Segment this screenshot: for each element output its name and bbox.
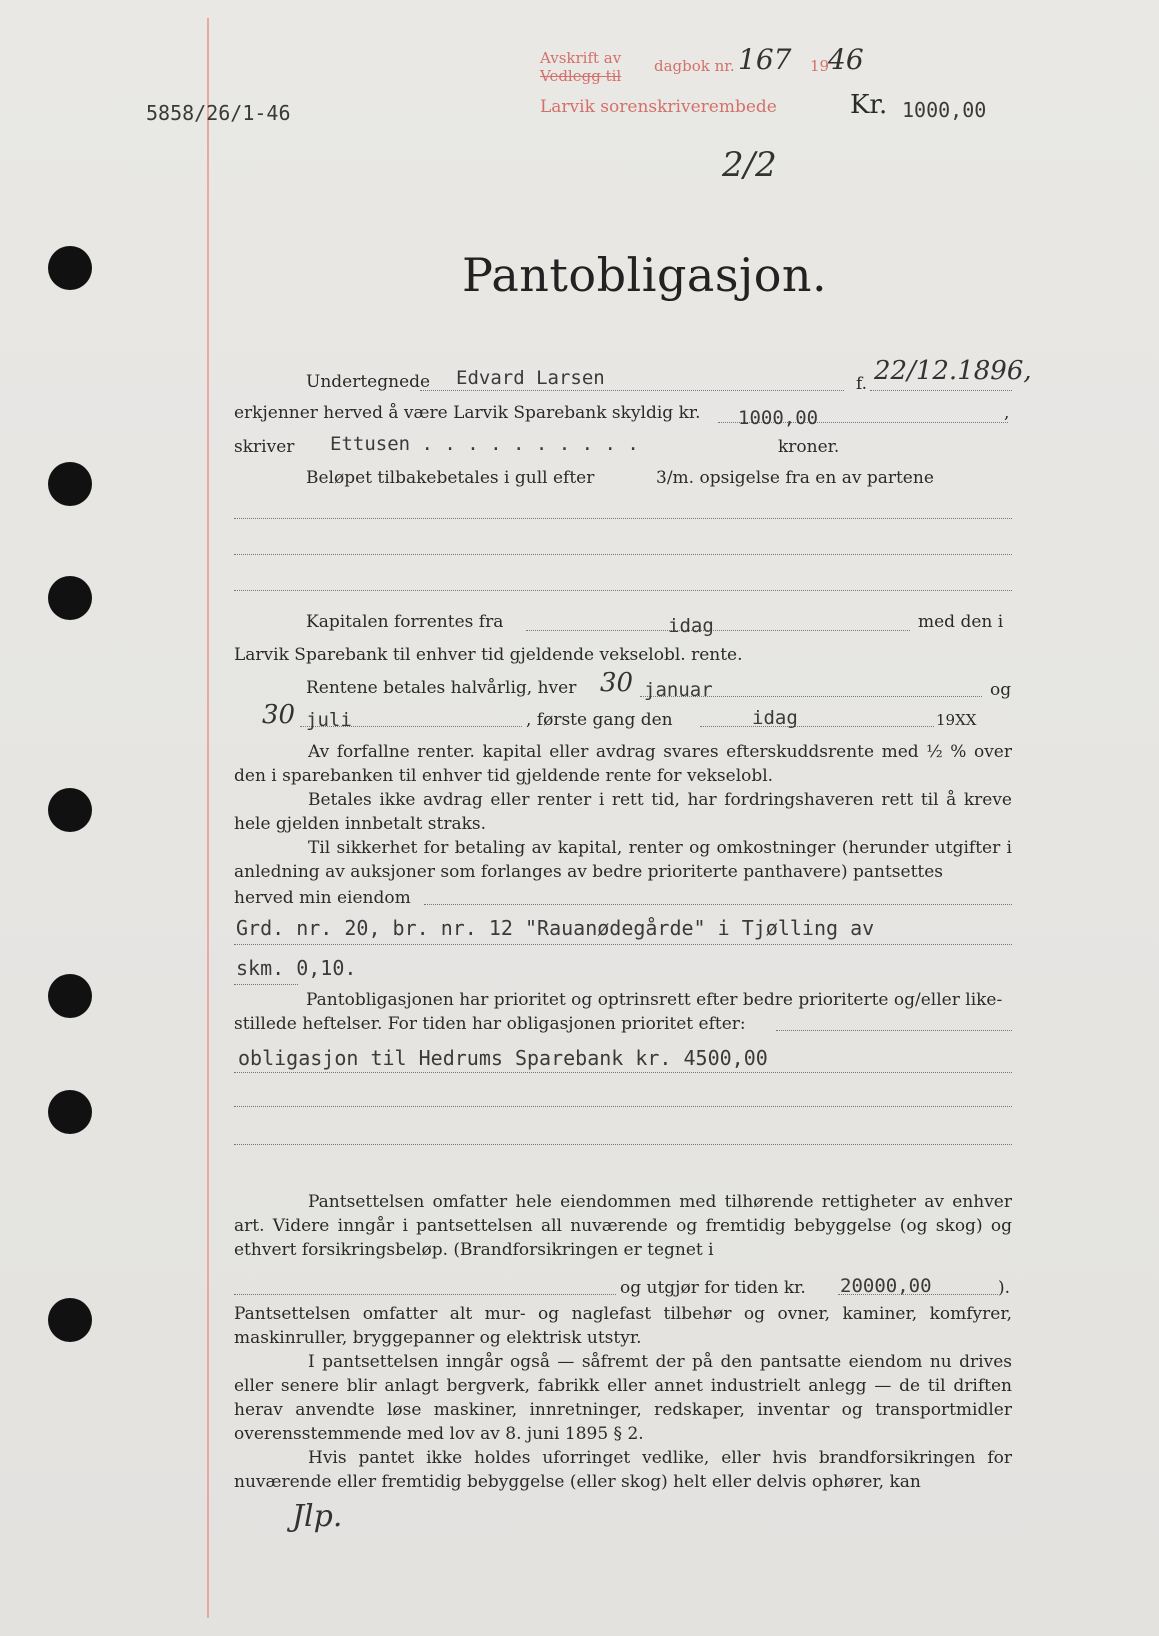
interest-from-value: idag xyxy=(668,615,714,637)
kroner-label: kroner. xyxy=(778,437,840,457)
stamp-avskrift: Avskrift av xyxy=(540,49,622,67)
kr-amount: 1000,00 xyxy=(902,98,987,122)
halfyear-month2: juli xyxy=(306,709,352,731)
priority-text: Pantobligasjonen har prioritet og optrinsrett efter bedre prioriterte og/eller like- xyxy=(306,990,1003,1010)
interest-from-tail: med den i xyxy=(918,612,1004,632)
fill-line xyxy=(234,1072,1012,1073)
fill-line xyxy=(870,390,1012,391)
undertegnede-label: Undertegnede xyxy=(306,372,431,392)
fill-line xyxy=(420,390,844,391)
property-line2: skm. 0,10. xyxy=(236,956,357,980)
repay-terms: 3/m. opsigelse fra en av partene xyxy=(656,468,934,488)
fill-line xyxy=(234,518,1012,519)
year-suffix: 46 xyxy=(828,43,864,76)
document-title: Pantobligasjon. xyxy=(462,248,828,302)
fill-line xyxy=(234,1294,616,1295)
punch-hole xyxy=(48,788,92,832)
stamp-dagbok: dagbok nr. xyxy=(654,57,735,75)
interest-line2: Larvik Sparebank til enhver tid gjeldende vekselobl. rente. xyxy=(234,645,743,665)
fill-line xyxy=(234,1106,1012,1107)
fill-line xyxy=(234,984,298,985)
debt-amount: 1000,00 xyxy=(738,407,819,429)
punch-hole xyxy=(48,462,92,506)
case-number: 5858/26/1-46 xyxy=(146,101,291,125)
halfyear-label: Rentene betales halvårlig, hver xyxy=(306,678,577,698)
repay-label: Beløpet tilbakebetales i gull efter xyxy=(306,468,595,488)
stamp-year-prefix: 19 xyxy=(810,57,830,75)
page-fraction: 2/2 xyxy=(722,145,777,185)
fill-line xyxy=(234,554,1012,555)
fill-line xyxy=(526,630,910,631)
punch-hole xyxy=(48,974,92,1018)
born-label: f. xyxy=(856,374,868,394)
prior-obligation: obligasjon til Hedrums Sparebank kr. 4500,00 xyxy=(238,1046,768,1070)
insured-label: og utgjør for tiden kr. xyxy=(620,1278,806,1298)
first-time-label: , første gang den xyxy=(526,710,673,730)
name-value: Edvard Larsen xyxy=(456,367,605,389)
skriver-label: skriver xyxy=(234,437,295,457)
fill-line xyxy=(234,944,1012,945)
property-line1: Grd. nr. 20, br. nr. 12 "Rauanødegårde" i Tjølling av xyxy=(236,916,875,940)
debt-label: erkjenner herved å være Larvik Sparebank skyldig kr. xyxy=(234,403,701,423)
overdue-paragraph: Av forfallne renter. kapital eller avdrag svares efterskuddsrente med ½ % over den i sparebanken til enhver tid gjeldende rente for vekselobl. xyxy=(234,742,1012,786)
stamp-vedlegg: Vedlegg til xyxy=(540,67,622,85)
fill-line xyxy=(776,1030,1012,1031)
initials: Jlp. xyxy=(292,1499,343,1534)
century-mark: 19XX xyxy=(936,711,977,729)
insured-amount: 20000,00 xyxy=(840,1275,932,1297)
punch-hole xyxy=(48,246,92,290)
kr-label: Kr. xyxy=(850,90,888,120)
fixtures-paragraph: Pantsettelsen omfatter alt mur- og naglefast tilbehør og ovner, kaminer, komfyrer, maskinruller, bryggepanner og elektrisk utstyr. xyxy=(234,1304,1012,1348)
stamp-office: Larvik sorenskriverembede xyxy=(540,97,777,117)
interest-from-label: Kapitalen forrentes fra xyxy=(306,612,504,632)
security-paragraph: Til sikkerhet for betaling av kapital, renter og omkostninger (herunder utgifter i anledning av auksjoner som forlanges av bedre prioriterte panthavere) pantsettes xyxy=(234,838,1012,882)
herved-label: herved min eiendom xyxy=(234,888,411,908)
dagbok-number: 167 xyxy=(738,43,792,76)
first-time-value: idag xyxy=(752,707,798,729)
punch-hole xyxy=(48,1298,92,1342)
punch-hole xyxy=(48,576,92,620)
default-paragraph: Betales ikke avdrag eller renter i rett tid, har fordringshaveren rett til å kreve hele gjelden innbetalt straks. xyxy=(234,790,1012,834)
halfyear-day1: 30 xyxy=(600,668,634,698)
insured-close: ). xyxy=(998,1278,1011,1298)
priority-text2: stillede heftelser. For tiden har obligasjonen prioritet efter: xyxy=(234,1014,746,1034)
fill-line xyxy=(234,590,1012,591)
fill-line xyxy=(234,1144,1012,1145)
punch-hole xyxy=(48,1090,92,1134)
halfyear-day2: 30 xyxy=(262,700,296,730)
margin-rule xyxy=(207,18,209,1618)
industry-paragraph: I pantsettelsen inngår også — såfremt der på den pantsatte eiendom nu drives eller senere blir anlagt bergverk, fabrikk eller annet industrielt anlegg — de til driften herav anvendte løse maskiner, innretninger, redskaper, inventar og transportmidler overensstemmende med lov av 8. juni 1895 § 2. xyxy=(234,1352,1012,1444)
coverage-paragraph: Pantsettelsen omfatter hele eiendommen med tilhørende rettigheter av enhver art. Videre inngår i pantsettelsen all nuværende og fremtidig bebyggelse (og skog) og ethvert forsikringsbeløp. (Brandforsikringen er tegnet i xyxy=(234,1192,1012,1260)
amount-words: Ettusen . . . . . . . . . . xyxy=(330,433,639,455)
fill-line xyxy=(700,726,934,727)
maintenance-paragraph: Hvis pantet ikke holdes uforringet vedlike, eller hvis brandforsikringen for nuværende eller fremtidig bebyggelse (eller skog) helt eller delvis ophører, kan xyxy=(234,1448,1012,1492)
fill-line xyxy=(424,904,1012,905)
og-label: og xyxy=(990,680,1012,700)
born-date: 22/12.1896, xyxy=(874,356,1032,386)
comma: , xyxy=(1004,403,1010,423)
halfyear-month1: januar xyxy=(644,679,713,701)
